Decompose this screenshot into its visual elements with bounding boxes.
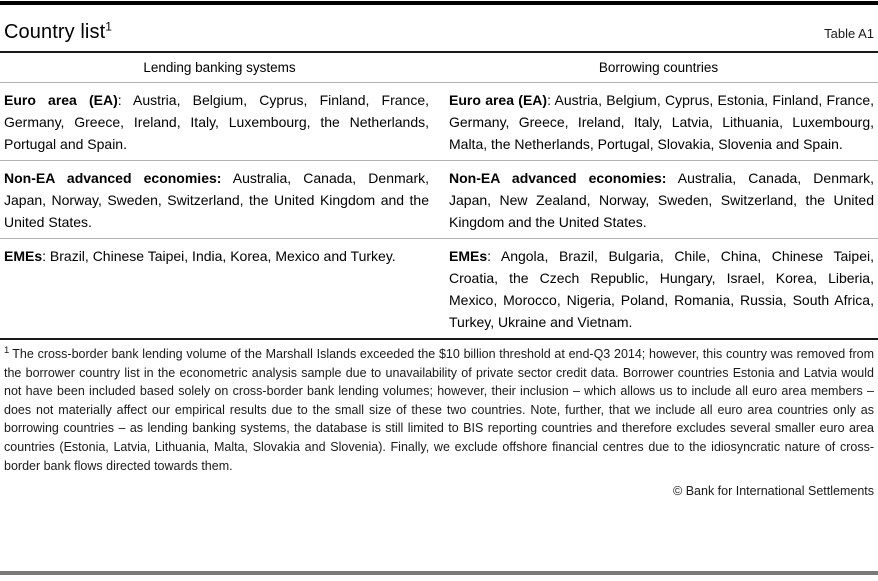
country-list-table	[0, 53, 878, 338]
category-label: Euro area (EA)	[449, 92, 548, 108]
table-row-non-ea	[0, 161, 878, 239]
category-label: EMEs	[4, 248, 43, 264]
column-header-lending: Lending banking systems	[0, 53, 439, 83]
cell-euro-area-borrowing	[439, 83, 878, 161]
cell-non-ea-lending	[0, 161, 439, 239]
category-label: Non-EA advanced economies:	[449, 170, 667, 186]
cell-euro-area-lending	[0, 83, 439, 161]
title-row	[0, 0, 878, 53]
copyright-notice: © Bank for International Settlements	[673, 484, 874, 499]
footnote-marker: 1	[4, 344, 10, 356]
footnote-text: The cross-border bank lending volume of the Marshall Islands exceeded the $10 billion threshold at end-Q3 2014; however, this country was removed from the borrower country list in the econometric analysis sample due to unavailability of private sector credit data. Borrower countries Estonia and Latvia would not have been included based solely on cross-border bank lending volumes; however, their inclusion – which allows us to include all euro area members – does not materially affect our empirical results due to the small size of these two countries. Note, further, that we include all euro area countries only as borrowing countries – as lending banking systems, the database is still limited to BIS reporting countries and therefore excludes several smaller euro area countries (Estonia, Latvia, Lithuania, Malta, Slovakia and Slovenia). Finally, we exclude offshore financial centres due to the idiosyncratic nature of cross-border bank flows directed towards them.	[4, 347, 874, 473]
table-row-euro-area	[0, 83, 878, 161]
country-list-text: : Brazil, Chinese Taipei, India, Korea, Mexico and Turkey.	[42, 248, 396, 264]
page-title-text: Country list	[4, 21, 106, 43]
country-list-text: : Austria, Belgium, Cyprus, Estonia, Finland, France, Germany, Greece, Ireland, Italy, Latvia, Lithuania, Luxembourg, Malta, the Netherlands, Portugal, Slovakia, Slovenia and Spain.	[449, 92, 875, 152]
column-header-borrowing: Borrowing countries	[439, 53, 878, 83]
footnote	[0, 338, 878, 475]
table-header	[0, 53, 878, 83]
category-label: EMEs	[449, 248, 488, 264]
page-title	[4, 21, 112, 44]
country-list-text: : Angola, Brazil, Bulgaria, Chile, China, Chinese Taipei, Croatia, the Czech Republic, Hungary, Israel, Korea, Liberia, Mexico, Morocco, Nigeria, Poland, Romania, Russia, South Africa, Turkey, Ukraine and Vietnam.	[449, 248, 874, 330]
top-rule	[0, 1, 878, 5]
category-label: Non-EA advanced economies:	[4, 170, 222, 186]
country-list-text: Australia, Canada, Denmark, Japan, Norway, Sweden, Switzerland, the United Kingdom and the United States.	[4, 170, 429, 230]
cell-non-ea-borrowing	[439, 161, 878, 239]
country-list-text: : Austria, Belgium, Cyprus, Finland, France, Germany, Greece, Ireland, Italy, Luxembourg, the Netherlands, Portugal and Spain.	[4, 92, 429, 152]
title-footnote-ref: 1	[105, 19, 113, 34]
table-number-label: Table A1	[824, 26, 874, 41]
table-row-emes	[0, 239, 878, 339]
cell-emes-lending	[0, 239, 439, 339]
category-label: Euro area (EA)	[4, 92, 118, 108]
country-list-text: Australia, Canada, Denmark, Japan, New Zealand, Norway, Sweden, Switzerland, the United Kingdom and the United States.	[449, 170, 874, 230]
bottom-rule	[0, 571, 878, 575]
cell-emes-borrowing	[439, 239, 878, 339]
